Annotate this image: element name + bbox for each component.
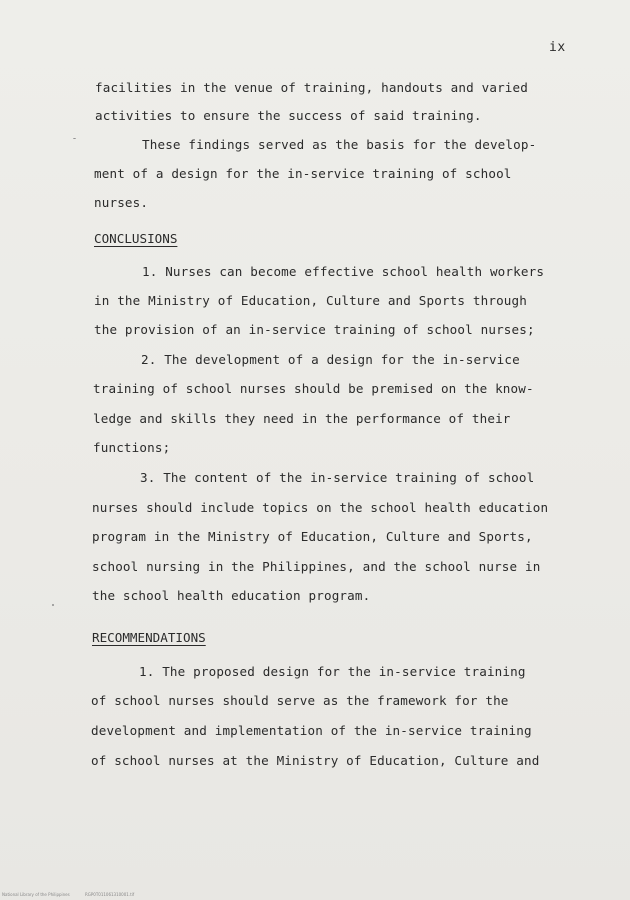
paper-speck [73,138,76,139]
text-line: 1. The proposed design for the in-service training [139,664,526,679]
text-line: functions; [93,440,171,455]
text-line: These findings served as the basis for the develop- [142,137,537,152]
text-line: program in the Ministry of Education, Culture and Sports, [92,529,533,544]
section-heading-recommendations: RECOMMENDATIONS [92,630,206,645]
footer-source: National Library of the Philippines [2,892,70,897]
text-line: 2. The development of a design for the in-service [141,352,520,367]
text-line: nurses. [94,195,149,210]
text-line: the school health education program. [92,588,371,603]
text-line: activities to ensure the success of said training. [95,108,482,123]
text-line: ment of a design for the in-service training of school [94,166,512,181]
footer-code: RGP0T011061310001.tif [85,892,135,897]
text-line: training of school nurses should be premised on the know- [93,381,534,396]
text-line: facilities in the venue of training, handouts and varied [95,80,528,95]
text-line: school nursing in the Philippines, and the school nurse in [92,559,541,574]
text-line: of school nurses should serve as the framework for the [91,693,509,708]
text-line: the provision of an in-service training of school nurses; [94,322,535,337]
text-line: 3. The content of the in-service training of school [140,470,535,485]
text-line: of school nurses at the Ministry of Education, Culture and [91,753,540,768]
text-line: nurses should include topics on the school health education [92,500,549,515]
scan-footer [2,892,148,897]
text-line: in the Ministry of Education, Culture and Sports through [94,293,527,308]
paper-speck [52,604,54,606]
text-line: development and implementation of the in-service training [91,723,532,738]
text-line: 1. Nurses can become effective school health workers [142,264,545,279]
text-line: ledge and skills they need in the performance of their [93,411,511,426]
page-number: ix [549,40,566,55]
section-heading-conclusions: CONCLUSIONS [94,231,178,246]
